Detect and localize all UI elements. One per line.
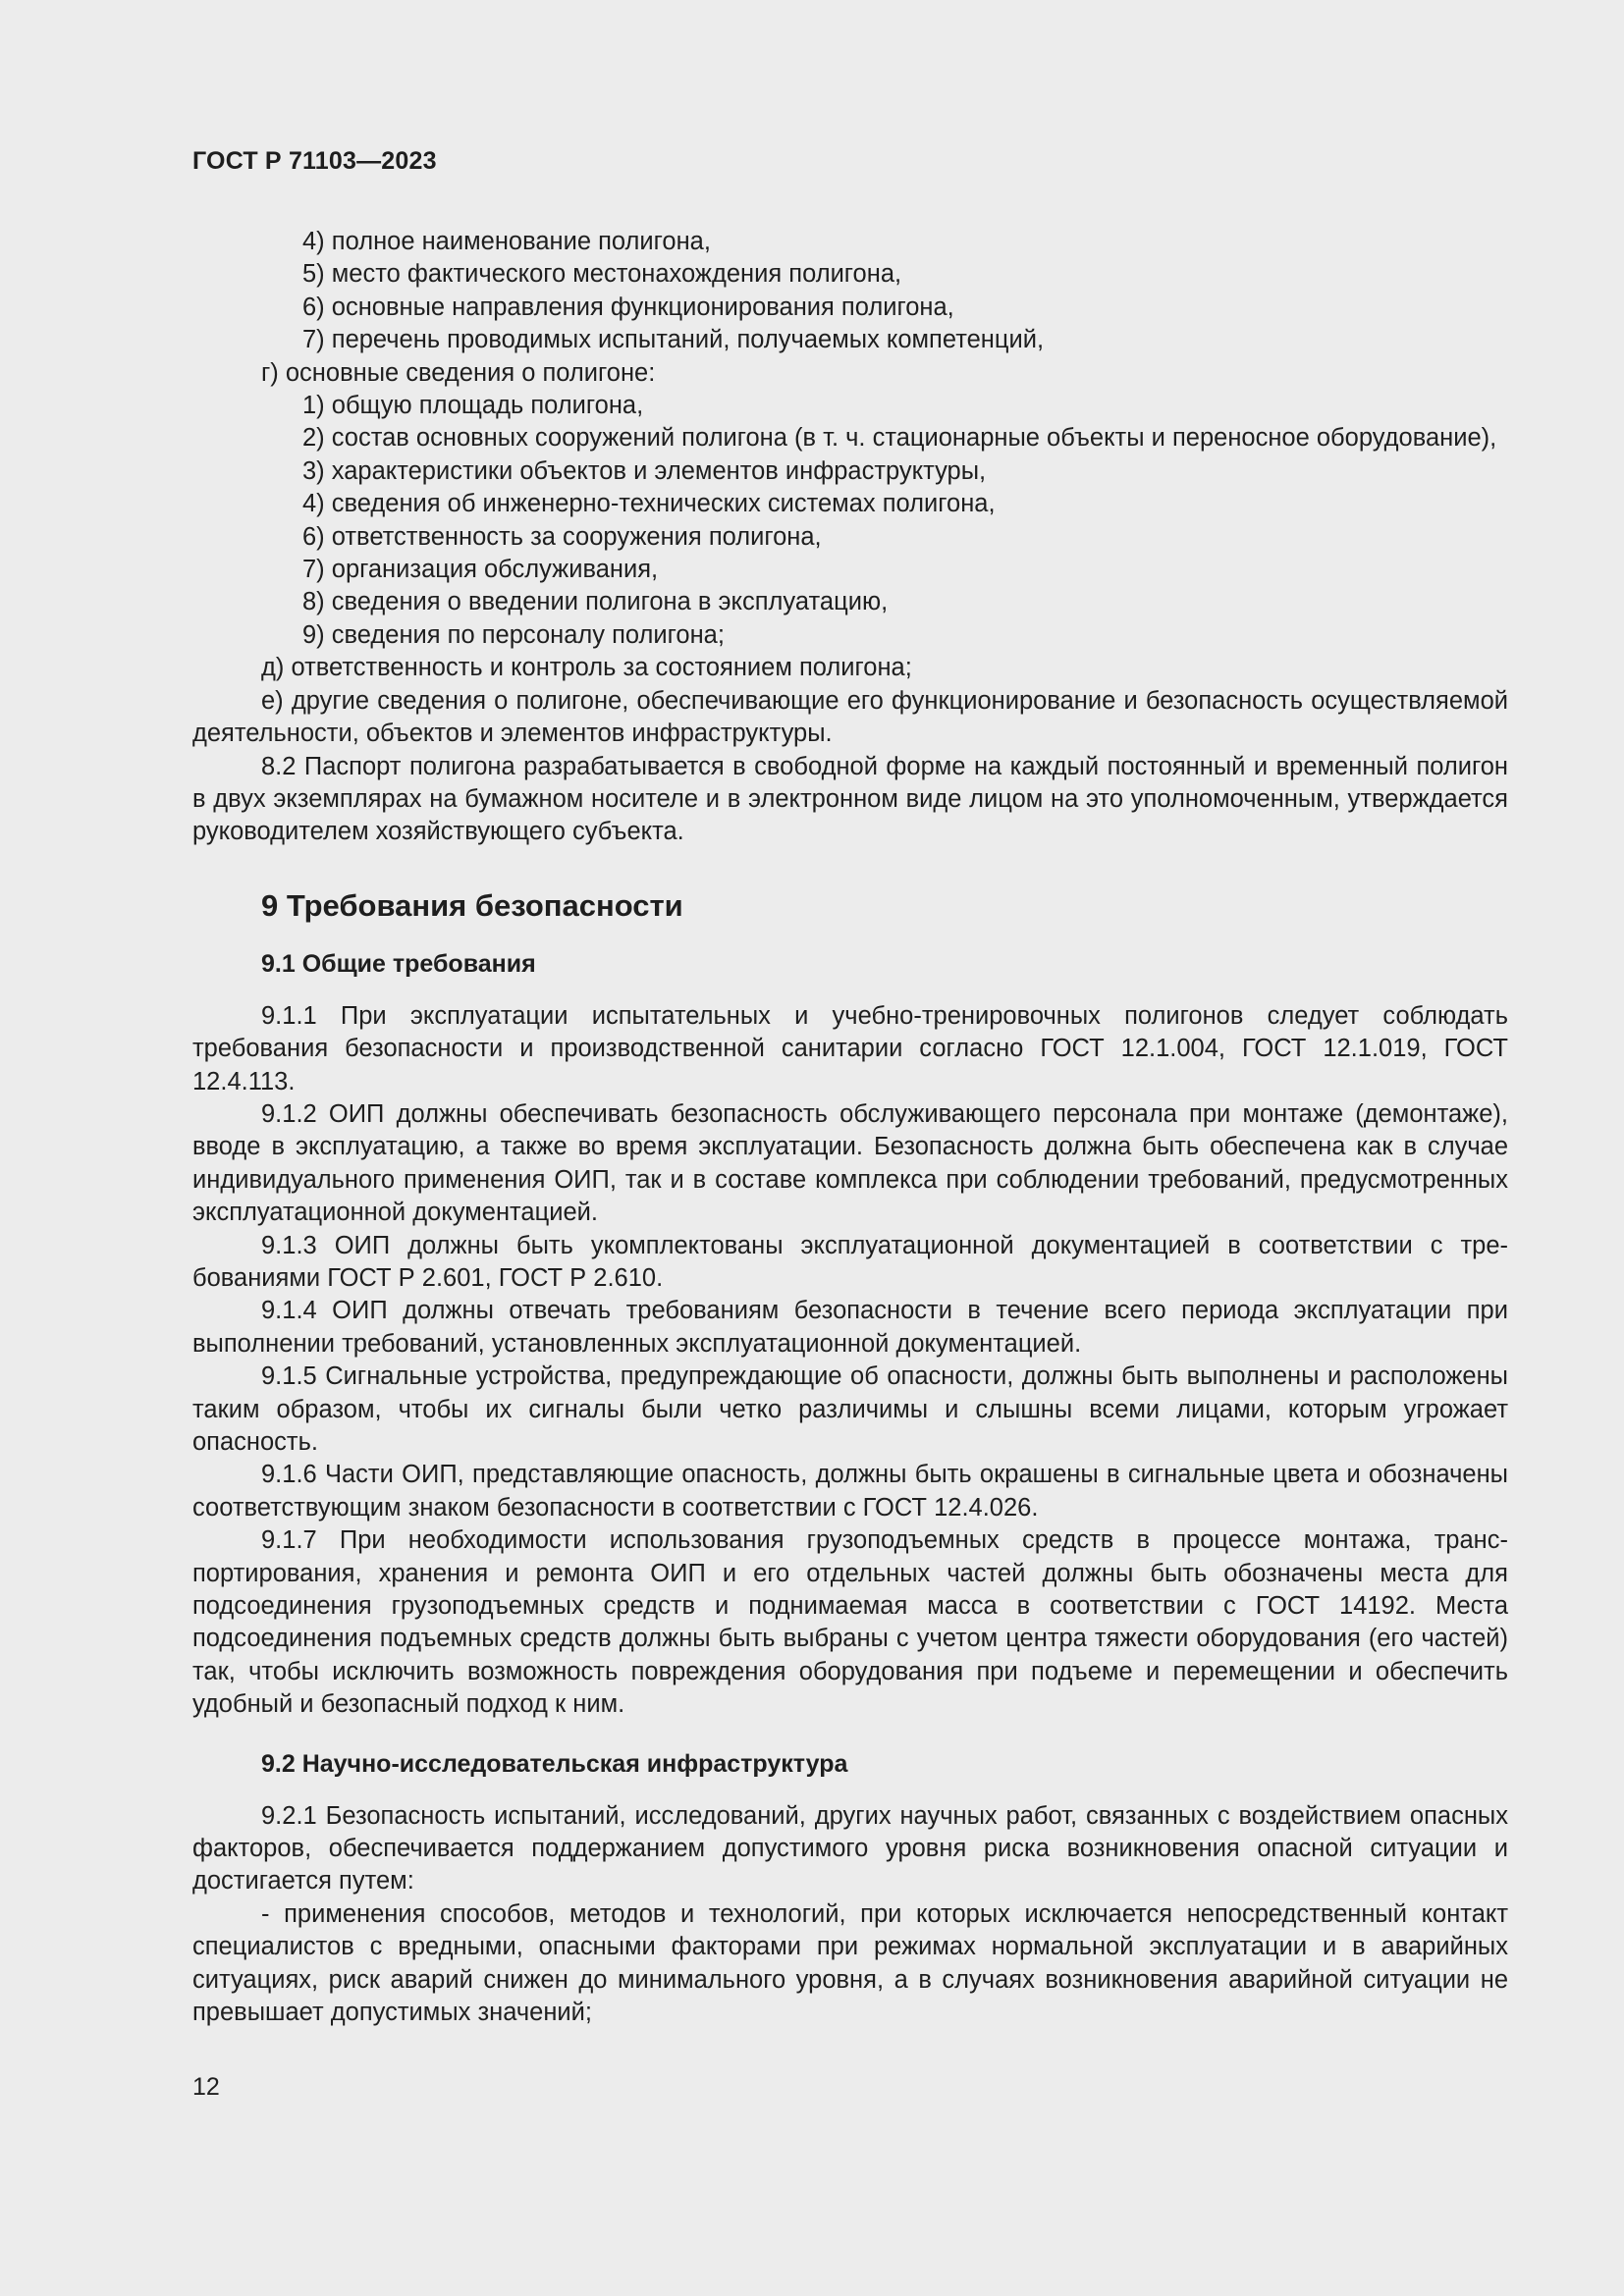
list-item: 1) общую площадь полигона, [302, 392, 644, 420]
paragraph-9-1-6: 9.1.6 Части ОИП, представляющие опасность, должны быть окрашены в сигнальные цвета и обозначены соответствующим знаком безопасности в соответствии с ГОСТ 12.4.026. [192, 1461, 1508, 1522]
list-item: 7) организация обслуживания, [302, 556, 659, 584]
subsection-heading-9-2: 9.2 Научно-исследовательская инфраструктура [261, 1749, 848, 1778]
subsection-heading-9-1: 9.1 Общие требования [261, 949, 536, 978]
paragraph-9-2-1: 9.2.1 Безопасность испытаний, исследований, других научных работ, связанных с воздействием опасных факторов, обеспечивается поддержанием допустимого уровня риска возникновения опасной ситуации и достигается путем: [192, 1801, 1508, 1896]
list-item: 5) место фактического местонахождения полигона, [302, 260, 902, 289]
document-body [192, 226, 1508, 2030]
paragraph-9-1-3: 9.1.3 ОИП должны быть укомплектованы эксплуатационной документацией в соответствии с требованиями ГОСТ Р 2.601, ГОСТ Р 2.610. [192, 1231, 1508, 1292]
list-item: 4) сведения об инженерно-технических системах полигона, [302, 490, 996, 518]
list-item-d: д) ответственность и контроль за состоянием полигона; [261, 654, 912, 682]
list-item-e: е) другие сведения о полигоне, обеспечивающие его функционирование и безопасность осуществляемой деятельности, объектов и элементов инфраструктуры. [192, 686, 1508, 748]
list-item: 9) сведения по персоналу полигона; [302, 620, 725, 649]
list-item-g: г) основные сведения о полигоне: [261, 358, 656, 387]
list-item: 4) полное наименование полигона, [302, 228, 711, 255]
paragraph-9-1-1: 9.1.1 При эксплуатации испытательных и учебно-тренировочных полигонов следует соблюдать требования безопасности и производственной санитарии согласно ГОСТ 12.1.004, ГОСТ 12.1.019, ГОСТ 12.4.113. [192, 1001, 1508, 1095]
list-item: 7) перечень проводимых испытаний, получаемых компетенций, [302, 326, 1045, 354]
document-header: ГОСТ Р 71103—2023 [192, 147, 437, 175]
dash-list-item: - применения способов, методов и технологий, при которых исключается непосредственный контакт специалистов с вредными, опасными факторами при режимах нормальной эксплуатации и в аварийных ситуациях, риск аварий снижен до минимального уровня, а в случаях возникновения аварийной ситуации не превышает допустимых значений; [192, 1899, 1508, 2027]
section-heading-9: 9 Требования безопасности [261, 887, 683, 923]
list-item: 3) характеристики объектов и элементов инфраструктуры, [302, 456, 987, 485]
list-item: 2) состав основных сооружений полигона (в т. ч. стационарные объекты и переносное оборудование), [302, 424, 1497, 453]
paragraph-9-1-4: 9.1.4 ОИП должны отвечать требованиям безопасности в течение всего периода эксплуатации при выполнении требований, установленных эксплуатационной документацией. [192, 1297, 1508, 1358]
page-number: 12 [192, 2073, 220, 2101]
list-item: 6) основные направления функционирования полигона, [302, 293, 954, 321]
list-item: 8) сведения о введении полигона в эксплуатацию, [302, 588, 889, 616]
paragraph-9-1-2: 9.1.2 ОИП должны обеспечивать безопасность обслуживающего персонала при монтаже (демонтаже), вводе в эксплуатацию, а также во время эксплуатации. Безопасность должна быть обеспечена как в случае индивидуального применения ОИП, так и в составе комплекса при соблюдении требований, предусмотренных эксплуатационной документацией. [192, 1099, 1508, 1227]
list-item: 6) ответственность за сооружения полигона, [302, 522, 822, 551]
paragraph-9-1-7: 9.1.7 При необходимости использования грузоподъемных средств в процессе монтажа, транспортирования, хранения и ремонта ОИП и его отдельных частей должны быть обозначены места для подсоединения грузоподъемных средств и поднимаемая масса в соответствии с ГОСТ 14192. Места подсоединения подъемных средств должны быть выбраны с учетом центра тяжести оборудования (его частей) так, чтобы исключить возможность повреждения оборудования при подъеме и перемещении и обеспечить удобный и безопасный подход к ним. [192, 1526, 1508, 1719]
paragraph-8-2: 8.2 Паспорт полигона разрабатывается в свободной форме на каждый постоянный и временный полигон в двух экземплярах на бумажном носителе и в электронном виде лицом на это уполномоченным, утверждается руководителем хозяйствующего субъекта. [192, 752, 1508, 846]
paragraph-9-1-5: 9.1.5 Сигнальные устройства, предупреждающие об опасности, должны быть выполнены и расположены таким образом, чтобы их сигналы были четко различимы и слышны всеми лицами, которым угрожает опасность. [192, 1362, 1508, 1456]
